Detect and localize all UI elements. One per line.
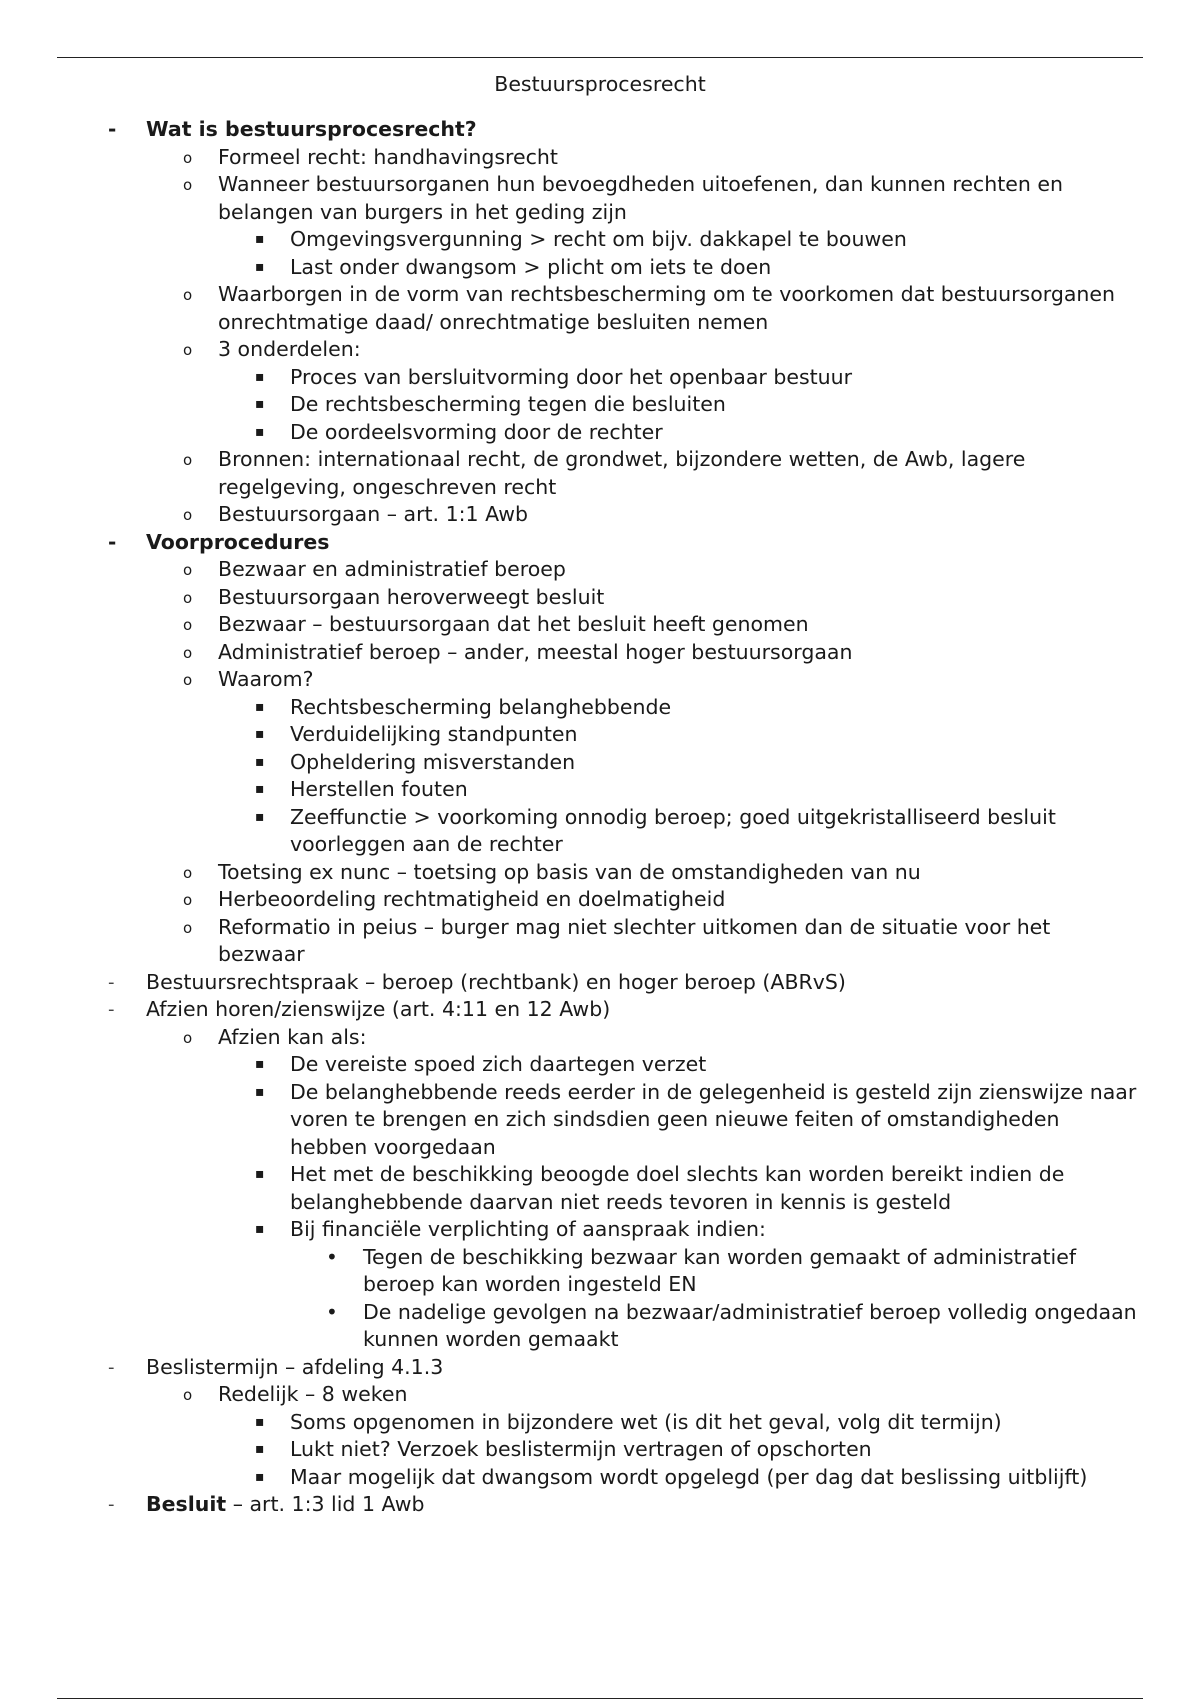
item-text: 3 onderdelen: bbox=[218, 337, 361, 361]
item-text: Reformatio in peius – burger mag niet slechter uitkomen dan de situatie voor het bezwaar bbox=[218, 914, 1051, 966]
item-text: Herbeoordeling rechtmatigheid en doelmatigheid bbox=[218, 887, 726, 911]
list-item bbox=[0, 254, 1140, 282]
circle-bullet: o bbox=[183, 616, 193, 634]
item-text: Redelijk – 8 weken bbox=[218, 1382, 408, 1406]
section-heading: Afzien horen/zienswijze (art. 4:11 en 12 Awb) bbox=[146, 997, 611, 1021]
square-bullet: ▪ bbox=[255, 368, 265, 385]
item-text: Maar mogelijk dat dwangsom wordt opgelegd (per dag dat beslissing uitblijft) bbox=[290, 1464, 1088, 1489]
section-heading: Wat is bestuursprocesrecht? bbox=[146, 117, 477, 141]
circle-bullet: o bbox=[183, 561, 193, 579]
list-item bbox=[0, 1161, 1140, 1216]
item-text: Soms opgenomen in bijzondere wet (is dit het geval, volg dit termijn) bbox=[290, 1409, 1002, 1434]
list-item bbox=[0, 364, 1140, 392]
list-item bbox=[0, 611, 1140, 639]
list-item bbox=[0, 886, 1140, 914]
list-item bbox=[0, 859, 1140, 887]
list-item bbox=[0, 1216, 1140, 1244]
item-text: De rechtsbescherming tegen die besluiten bbox=[290, 392, 726, 416]
list-item bbox=[0, 1051, 1140, 1079]
dot-bullet: • bbox=[326, 1244, 338, 1269]
item-text: Opheldering misverstanden bbox=[290, 749, 576, 774]
square-bullet: ▪ bbox=[255, 726, 265, 742]
list-item bbox=[0, 281, 1140, 336]
footer-rule bbox=[57, 1698, 1143, 1699]
item-text: Rechtsbescherming belanghebbende bbox=[290, 694, 672, 719]
square-bullet: ▪ bbox=[255, 698, 265, 715]
circle-bullet: o bbox=[183, 451, 193, 469]
item-text: Waarborgen in de vorm van rechtsbescherming om te voorkomen dat bestuursorganen onrechtmatige daad/ onrechtmatige besluiten nemen bbox=[218, 282, 1116, 334]
square-bullet: ▪ bbox=[255, 231, 265, 247]
item-text: Bij financiële verplichting of aanspraak indien: bbox=[290, 1217, 766, 1241]
square-bullet: ▪ bbox=[255, 808, 265, 825]
list-item bbox=[0, 226, 1140, 254]
section-heading: Beslistermijn – afdeling 4.1.3 bbox=[146, 1354, 444, 1379]
circle-bullet: o bbox=[183, 286, 193, 304]
list-item bbox=[0, 1464, 1140, 1492]
circle-bullet: o bbox=[183, 148, 193, 167]
list-item bbox=[0, 446, 1140, 501]
circle-bullet: o bbox=[183, 891, 193, 909]
item-text: Toetsing ex nunc – toetsing op basis van de omstandigheden van nu bbox=[218, 859, 921, 884]
item-text: Wanneer bestuursorganen hun bevoegdheden uitoefenen, dan kunnen rechten en belangen van burgers in het geding zijn bbox=[218, 172, 1063, 224]
square-bullet: ▪ bbox=[255, 396, 265, 412]
list-item bbox=[0, 391, 1140, 419]
list-item bbox=[0, 1436, 1140, 1464]
square-bullet: ▪ bbox=[255, 1083, 265, 1100]
item-text: Proces van bersluitvorming door het openbaar bestuur bbox=[290, 364, 853, 389]
item-text: Verduidelijking standpunten bbox=[290, 722, 578, 746]
list-item bbox=[0, 419, 1140, 447]
circle-bullet: o bbox=[183, 643, 193, 662]
dash-bullet: - bbox=[108, 529, 117, 554]
list-item bbox=[0, 1354, 1140, 1382]
item-text: Administratief beroep – ander, meestal hoger bestuursorgaan bbox=[218, 639, 853, 664]
circle-bullet: o bbox=[183, 1028, 193, 1047]
list-item bbox=[0, 336, 1140, 364]
list-item bbox=[0, 1024, 1140, 1052]
item-text: Herstellen fouten bbox=[290, 777, 468, 801]
item-text: Tegen de beschikking bezwaar kan worden gemaakt of administratief beroep kan worden ingesteld EN bbox=[363, 1244, 1077, 1296]
section-heading: Bestuursrechtspraak – beroep (rechtbank) en hoger beroep (ABRvS) bbox=[146, 969, 846, 994]
square-bullet: ▪ bbox=[255, 753, 265, 770]
document-body bbox=[0, 116, 1140, 1519]
square-bullet: ▪ bbox=[255, 1468, 265, 1485]
item-text: Bestuursorgaan heroverweegt besluit bbox=[218, 584, 605, 609]
list-item bbox=[0, 1491, 1140, 1519]
circle-bullet: o bbox=[183, 863, 193, 882]
list-item bbox=[0, 1381, 1140, 1409]
item-text: Afzien kan als: bbox=[218, 1024, 367, 1049]
list-item bbox=[0, 804, 1140, 859]
list-item bbox=[0, 556, 1140, 584]
list-item bbox=[0, 914, 1140, 969]
square-bullet: ▪ bbox=[255, 423, 265, 440]
circle-bullet: o bbox=[183, 588, 193, 607]
list-item bbox=[0, 694, 1140, 722]
square-bullet: ▪ bbox=[255, 1441, 265, 1457]
item-text: Bestuursorgaan – art. 1:1 Awb bbox=[218, 502, 529, 526]
list-item bbox=[0, 776, 1140, 804]
circle-bullet: o bbox=[183, 341, 193, 359]
list-item bbox=[0, 1409, 1140, 1437]
dash-bullet: - bbox=[108, 1494, 115, 1515]
dash-bullet: - bbox=[108, 971, 115, 993]
item-text: Het met de beschikking beoogde doel slechts kan worden bereikt indien de belanghebbende daarvan niet reeds tevoren in kennis is gesteld bbox=[290, 1162, 1065, 1214]
item-text: Bezwaar – bestuursorgaan dat het besluit heeft genomen bbox=[218, 612, 809, 636]
circle-bullet: o bbox=[183, 1386, 193, 1404]
list-item bbox=[0, 116, 1140, 144]
item-text: Bezwaar en administratief beroep bbox=[218, 557, 566, 581]
dash-bullet: - bbox=[108, 1356, 115, 1378]
dot-bullet: • bbox=[326, 1299, 338, 1324]
header-rule bbox=[57, 57, 1143, 58]
item-text: De oordeelsvorming door de rechter bbox=[290, 419, 663, 444]
circle-bullet: o bbox=[183, 176, 193, 194]
square-bullet: ▪ bbox=[255, 1166, 265, 1182]
section-heading-rest: – art. 1:3 lid 1 Awb bbox=[226, 1492, 425, 1516]
item-text: De nadelige gevolgen na bezwaar/administratief beroep volledig ongedaan kunnen worden gemaakt bbox=[363, 1299, 1137, 1351]
item-text: Zeeffunctie > voorkoming onnodig beroep; goed uitgekristalliseerd besluit voorleggen aan de rechter bbox=[290, 804, 1056, 856]
list-item bbox=[0, 501, 1140, 529]
section-heading-bold: Besluit bbox=[146, 1492, 227, 1516]
page-title: Bestuursprocesrecht bbox=[494, 72, 706, 96]
item-text: Bronnen: internationaal recht, de grondwet, bijzondere wetten, de Awb, lagere regelgeving, ongeschreven recht bbox=[218, 447, 1026, 499]
square-bullet: ▪ bbox=[255, 1221, 265, 1237]
list-item bbox=[0, 144, 1140, 172]
item-text: Omgevingsvergunning > recht om bijv. dakkapel te bouwen bbox=[290, 227, 907, 251]
item-text: De vereiste spoed zich daartegen verzet bbox=[290, 1052, 707, 1076]
dash-bullet: - bbox=[108, 999, 115, 1020]
list-item bbox=[0, 1244, 1140, 1299]
list-item bbox=[0, 996, 1140, 1024]
section-heading: Voorprocedures bbox=[146, 529, 330, 554]
square-bullet: ▪ bbox=[255, 258, 265, 275]
list-item bbox=[0, 666, 1140, 694]
square-bullet: ▪ bbox=[255, 781, 265, 797]
dash-bullet: - bbox=[108, 117, 117, 141]
item-text: De belanghebbende reeds eerder in de gelegenheid is gesteld zijn zienswijze naar voren te brengen en zich sindsdien geen nieuwe feiten of omstandigheden hebben voorgedaan bbox=[290, 1079, 1137, 1159]
circle-bullet: o bbox=[183, 671, 193, 689]
list-item bbox=[0, 1079, 1140, 1162]
item-text: Lukt niet? Verzoek beslistermijn vertragen of opschorten bbox=[290, 1437, 872, 1461]
list-item bbox=[0, 721, 1140, 749]
list-item bbox=[0, 639, 1140, 667]
list-item bbox=[0, 1299, 1140, 1354]
list-item bbox=[0, 529, 1140, 557]
item-text: Formeel recht: handhavingsrecht bbox=[218, 144, 558, 169]
circle-bullet: o bbox=[183, 918, 193, 937]
list-item bbox=[0, 749, 1140, 777]
square-bullet: ▪ bbox=[255, 1056, 265, 1072]
list-item bbox=[0, 969, 1140, 997]
square-bullet: ▪ bbox=[255, 1413, 265, 1430]
item-text: Waarom? bbox=[218, 667, 314, 691]
list-item bbox=[0, 171, 1140, 226]
item-text: Last onder dwangsom > plicht om iets te doen bbox=[290, 254, 772, 279]
circle-bullet: o bbox=[183, 506, 193, 524]
list-item bbox=[0, 584, 1140, 612]
